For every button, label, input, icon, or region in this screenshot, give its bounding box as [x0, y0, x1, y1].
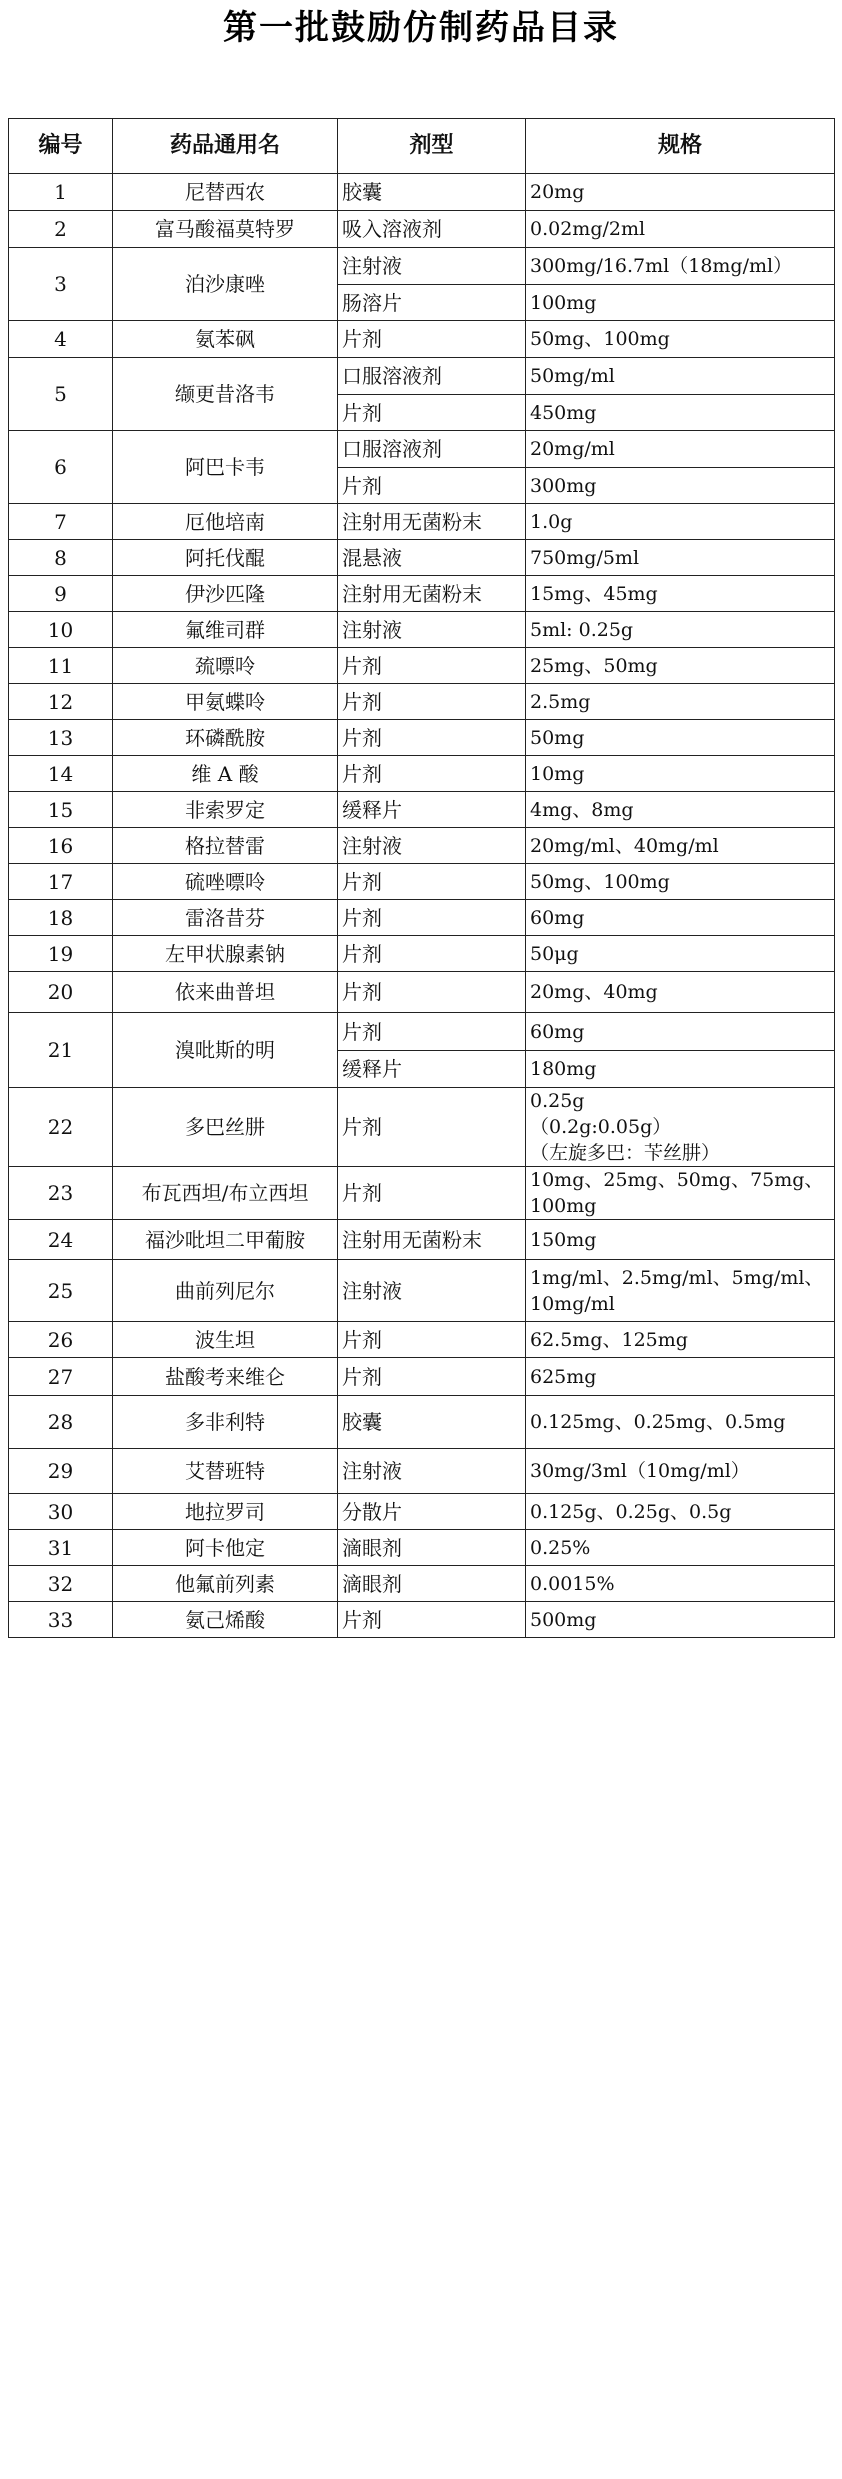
cell-drug-name: 依来曲普坦	[113, 972, 338, 1013]
table-row	[9, 1260, 835, 1322]
cell-drug-name: 甲氨蝶呤	[113, 684, 338, 720]
cell-number: 18	[9, 900, 113, 936]
cell-number: 21	[9, 1013, 113, 1088]
cell-specification: 0.25%	[526, 1530, 835, 1566]
header-dosage-form: 剂型	[338, 119, 526, 174]
cell-number: 15	[9, 792, 113, 828]
table-row	[9, 792, 835, 828]
cell-dosage-form: 片剂	[338, 1167, 526, 1220]
cell-number: 1	[9, 174, 113, 211]
cell-specification: 20mg、40mg	[526, 972, 835, 1013]
cell-specification: 50mg/ml	[526, 358, 835, 395]
cell-number: 29	[9, 1449, 113, 1494]
cell-number: 20	[9, 972, 113, 1013]
table-row	[9, 576, 835, 612]
cell-drug-name: 曲前列尼尔	[113, 1260, 338, 1322]
cell-specification: 10mg	[526, 756, 835, 792]
cell-specification: 20mg	[526, 174, 835, 211]
cell-dosage-form: 片剂	[338, 864, 526, 900]
table-row	[9, 321, 835, 358]
cell-drug-name: 伊沙匹隆	[113, 576, 338, 612]
cell-number: 8	[9, 540, 113, 576]
cell-specification: 15mg、45mg	[526, 576, 835, 612]
cell-dosage-form: 注射液	[338, 248, 526, 285]
table-row	[9, 720, 835, 756]
table-row	[9, 1167, 835, 1220]
table-row	[9, 1602, 835, 1638]
cell-number: 4	[9, 321, 113, 358]
table-row	[9, 504, 835, 540]
cell-dosage-form: 吸入溶液剂	[338, 211, 526, 248]
cell-dosage-form: 注射液	[338, 1449, 526, 1494]
table-row	[9, 756, 835, 792]
cell-drug-name: 多巴丝肼	[113, 1088, 338, 1167]
cell-dosage-form: 注射用无菌粉末	[338, 504, 526, 540]
cell-specification: 625mg	[526, 1358, 835, 1396]
table-row	[9, 864, 835, 900]
cell-specification: 50mg	[526, 720, 835, 756]
cell-drug-name: 阿卡他定	[113, 1530, 338, 1566]
cell-number: 16	[9, 828, 113, 864]
cell-specification: 50mg、100mg	[526, 321, 835, 358]
cell-dosage-form: 滴眼剂	[338, 1530, 526, 1566]
cell-specification: 60mg	[526, 1013, 835, 1051]
cell-drug-name: 环磷酰胺	[113, 720, 338, 756]
cell-dosage-form: 缓释片	[338, 1051, 526, 1088]
cell-specification: 0.0015%	[526, 1566, 835, 1602]
cell-number: 7	[9, 504, 113, 540]
cell-drug-name: 硫唑嘌呤	[113, 864, 338, 900]
cell-drug-name: 多非利特	[113, 1396, 338, 1449]
cell-drug-name: 溴吡斯的明	[113, 1013, 338, 1088]
cell-number: 31	[9, 1530, 113, 1566]
drug-catalog-table	[8, 118, 835, 1638]
table-row	[9, 248, 835, 285]
cell-number: 23	[9, 1167, 113, 1220]
cell-dosage-form: 混悬液	[338, 540, 526, 576]
cell-specification: 0.125g、0.25g、0.5g	[526, 1494, 835, 1530]
cell-dosage-form: 口服溶液剂	[338, 431, 526, 468]
cell-specification: 500mg	[526, 1602, 835, 1638]
table-row	[9, 828, 835, 864]
cell-specification: 4mg、8mg	[526, 792, 835, 828]
cell-number: 5	[9, 358, 113, 431]
table-row	[9, 972, 835, 1013]
cell-number: 27	[9, 1358, 113, 1396]
cell-number: 28	[9, 1396, 113, 1449]
cell-specification: 60mg	[526, 900, 835, 936]
cell-dosage-form: 滴眼剂	[338, 1566, 526, 1602]
table-row	[9, 540, 835, 576]
cell-dosage-form: 口服溶液剂	[338, 358, 526, 395]
cell-number: 3	[9, 248, 113, 321]
header-specification: 规格	[526, 119, 835, 174]
cell-dosage-form: 注射用无菌粉末	[338, 576, 526, 612]
cell-dosage-form: 胶囊	[338, 1396, 526, 1449]
cell-specification: 1.0g	[526, 504, 835, 540]
page-title: 第一批鼓励仿制药品目录	[223, 8, 619, 48]
cell-number: 30	[9, 1494, 113, 1530]
cell-number: 32	[9, 1566, 113, 1602]
table-header-row	[9, 119, 835, 174]
cell-dosage-form: 片剂	[338, 936, 526, 972]
cell-dosage-form: 缓释片	[338, 792, 526, 828]
table-row	[9, 1449, 835, 1494]
table-row	[9, 1013, 835, 1051]
cell-dosage-form: 片剂	[338, 972, 526, 1013]
cell-number: 33	[9, 1602, 113, 1638]
cell-drug-name: 艾替班特	[113, 1449, 338, 1494]
cell-number: 22	[9, 1088, 113, 1167]
table-row	[9, 358, 835, 395]
cell-drug-name: 非索罗定	[113, 792, 338, 828]
table-row	[9, 1396, 835, 1449]
cell-specification: 750mg/5ml	[526, 540, 835, 576]
cell-specification: 450mg	[526, 395, 835, 431]
cell-dosage-form: 片剂	[338, 1602, 526, 1638]
cell-dosage-form: 注射液	[338, 612, 526, 648]
cell-specification: 300mg	[526, 468, 835, 504]
cell-dosage-form: 片剂	[338, 720, 526, 756]
cell-number: 25	[9, 1260, 113, 1322]
cell-dosage-form: 片剂	[338, 395, 526, 431]
table-row	[9, 936, 835, 972]
cell-number: 9	[9, 576, 113, 612]
table-row	[9, 648, 835, 684]
table-row	[9, 174, 835, 211]
cell-dosage-form: 片剂	[338, 1322, 526, 1358]
cell-specification: 20mg/ml、40mg/ml	[526, 828, 835, 864]
cell-specification: 2.5mg	[526, 684, 835, 720]
cell-dosage-form: 片剂	[338, 1358, 526, 1396]
cell-drug-name: 左甲状腺素钠	[113, 936, 338, 972]
table-row	[9, 1220, 835, 1260]
cell-drug-name: 缬更昔洛韦	[113, 358, 338, 431]
cell-drug-name: 厄他培南	[113, 504, 338, 540]
table-row	[9, 1530, 835, 1566]
cell-number: 17	[9, 864, 113, 900]
cell-drug-name: 波生坦	[113, 1322, 338, 1358]
cell-specification: 0.25g （0.2g:0.05g） （左旋多巴：苄丝肼）	[526, 1088, 835, 1167]
table-row	[9, 1494, 835, 1530]
cell-dosage-form: 肠溶片	[338, 285, 526, 321]
table-row	[9, 431, 835, 468]
cell-drug-name: 格拉替雷	[113, 828, 338, 864]
table-row	[9, 211, 835, 248]
cell-specification: 150mg	[526, 1220, 835, 1260]
table-row	[9, 612, 835, 648]
cell-number: 26	[9, 1322, 113, 1358]
cell-drug-name: 富马酸福莫特罗	[113, 211, 338, 248]
table-row	[9, 1088, 835, 1167]
cell-dosage-form: 注射液	[338, 828, 526, 864]
cell-number: 24	[9, 1220, 113, 1260]
cell-dosage-form: 注射液	[338, 1260, 526, 1322]
cell-drug-name: 尼替西农	[113, 174, 338, 211]
cell-specification: 50μg	[526, 936, 835, 972]
table-row	[9, 900, 835, 936]
header-drug-name: 药品通用名	[113, 119, 338, 174]
cell-specification: 0.125mg、0.25mg、0.5mg	[526, 1396, 835, 1449]
cell-dosage-form: 片剂	[338, 1088, 526, 1167]
cell-specification: 25mg、50mg	[526, 648, 835, 684]
cell-dosage-form: 片剂	[338, 648, 526, 684]
cell-number: 12	[9, 684, 113, 720]
cell-specification: 1mg/ml、2.5mg/ml、5mg/ml、10mg/ml	[526, 1260, 835, 1322]
cell-dosage-form: 片剂	[338, 468, 526, 504]
cell-number: 6	[9, 431, 113, 504]
cell-drug-name: 氟维司群	[113, 612, 338, 648]
cell-specification: 0.02mg/2ml	[526, 211, 835, 248]
cell-number: 10	[9, 612, 113, 648]
cell-specification: 100mg	[526, 285, 835, 321]
cell-dosage-form: 分散片	[338, 1494, 526, 1530]
cell-drug-name: 雷洛昔芬	[113, 900, 338, 936]
cell-specification: 300mg/16.7ml（18mg/ml）	[526, 248, 835, 285]
cell-dosage-form: 片剂	[338, 1013, 526, 1051]
cell-drug-name: 盐酸考来维仑	[113, 1358, 338, 1396]
cell-dosage-form: 胶囊	[338, 174, 526, 211]
table-row	[9, 1358, 835, 1396]
cell-dosage-form: 片剂	[338, 684, 526, 720]
cell-specification: 10mg、25mg、50mg、75mg、100mg	[526, 1167, 835, 1220]
table-row	[9, 1566, 835, 1602]
cell-dosage-form: 片剂	[338, 321, 526, 358]
cell-number: 13	[9, 720, 113, 756]
cell-drug-name: 他氟前列素	[113, 1566, 338, 1602]
cell-drug-name: 福沙吡坦二甲葡胺	[113, 1220, 338, 1260]
cell-drug-name: 阿托伐醌	[113, 540, 338, 576]
cell-specification: 20mg/ml	[526, 431, 835, 468]
cell-drug-name: 泊沙康唑	[113, 248, 338, 321]
cell-dosage-form: 片剂	[338, 900, 526, 936]
cell-number: 2	[9, 211, 113, 248]
cell-specification: 180mg	[526, 1051, 835, 1088]
cell-drug-name: 地拉罗司	[113, 1494, 338, 1530]
cell-specification: 5ml: 0.25g	[526, 612, 835, 648]
cell-drug-name: 布瓦西坦/布立西坦	[113, 1167, 338, 1220]
cell-specification: 50mg、100mg	[526, 864, 835, 900]
cell-specification: 62.5mg、125mg	[526, 1322, 835, 1358]
table-row	[9, 1322, 835, 1358]
cell-dosage-form: 片剂	[338, 756, 526, 792]
cell-number: 19	[9, 936, 113, 972]
cell-number: 11	[9, 648, 113, 684]
cell-drug-name: 氨苯砜	[113, 321, 338, 358]
cell-drug-name: 阿巴卡韦	[113, 431, 338, 504]
cell-drug-name: 维 A 酸	[113, 756, 338, 792]
cell-drug-name: 氨己烯酸	[113, 1602, 338, 1638]
cell-drug-name: 巯嘌呤	[113, 648, 338, 684]
cell-dosage-form: 注射用无菌粉末	[338, 1220, 526, 1260]
table-row	[9, 684, 835, 720]
cell-specification: 30mg/3ml（10mg/ml）	[526, 1449, 835, 1494]
header-number: 编号	[9, 119, 113, 174]
cell-number: 14	[9, 756, 113, 792]
